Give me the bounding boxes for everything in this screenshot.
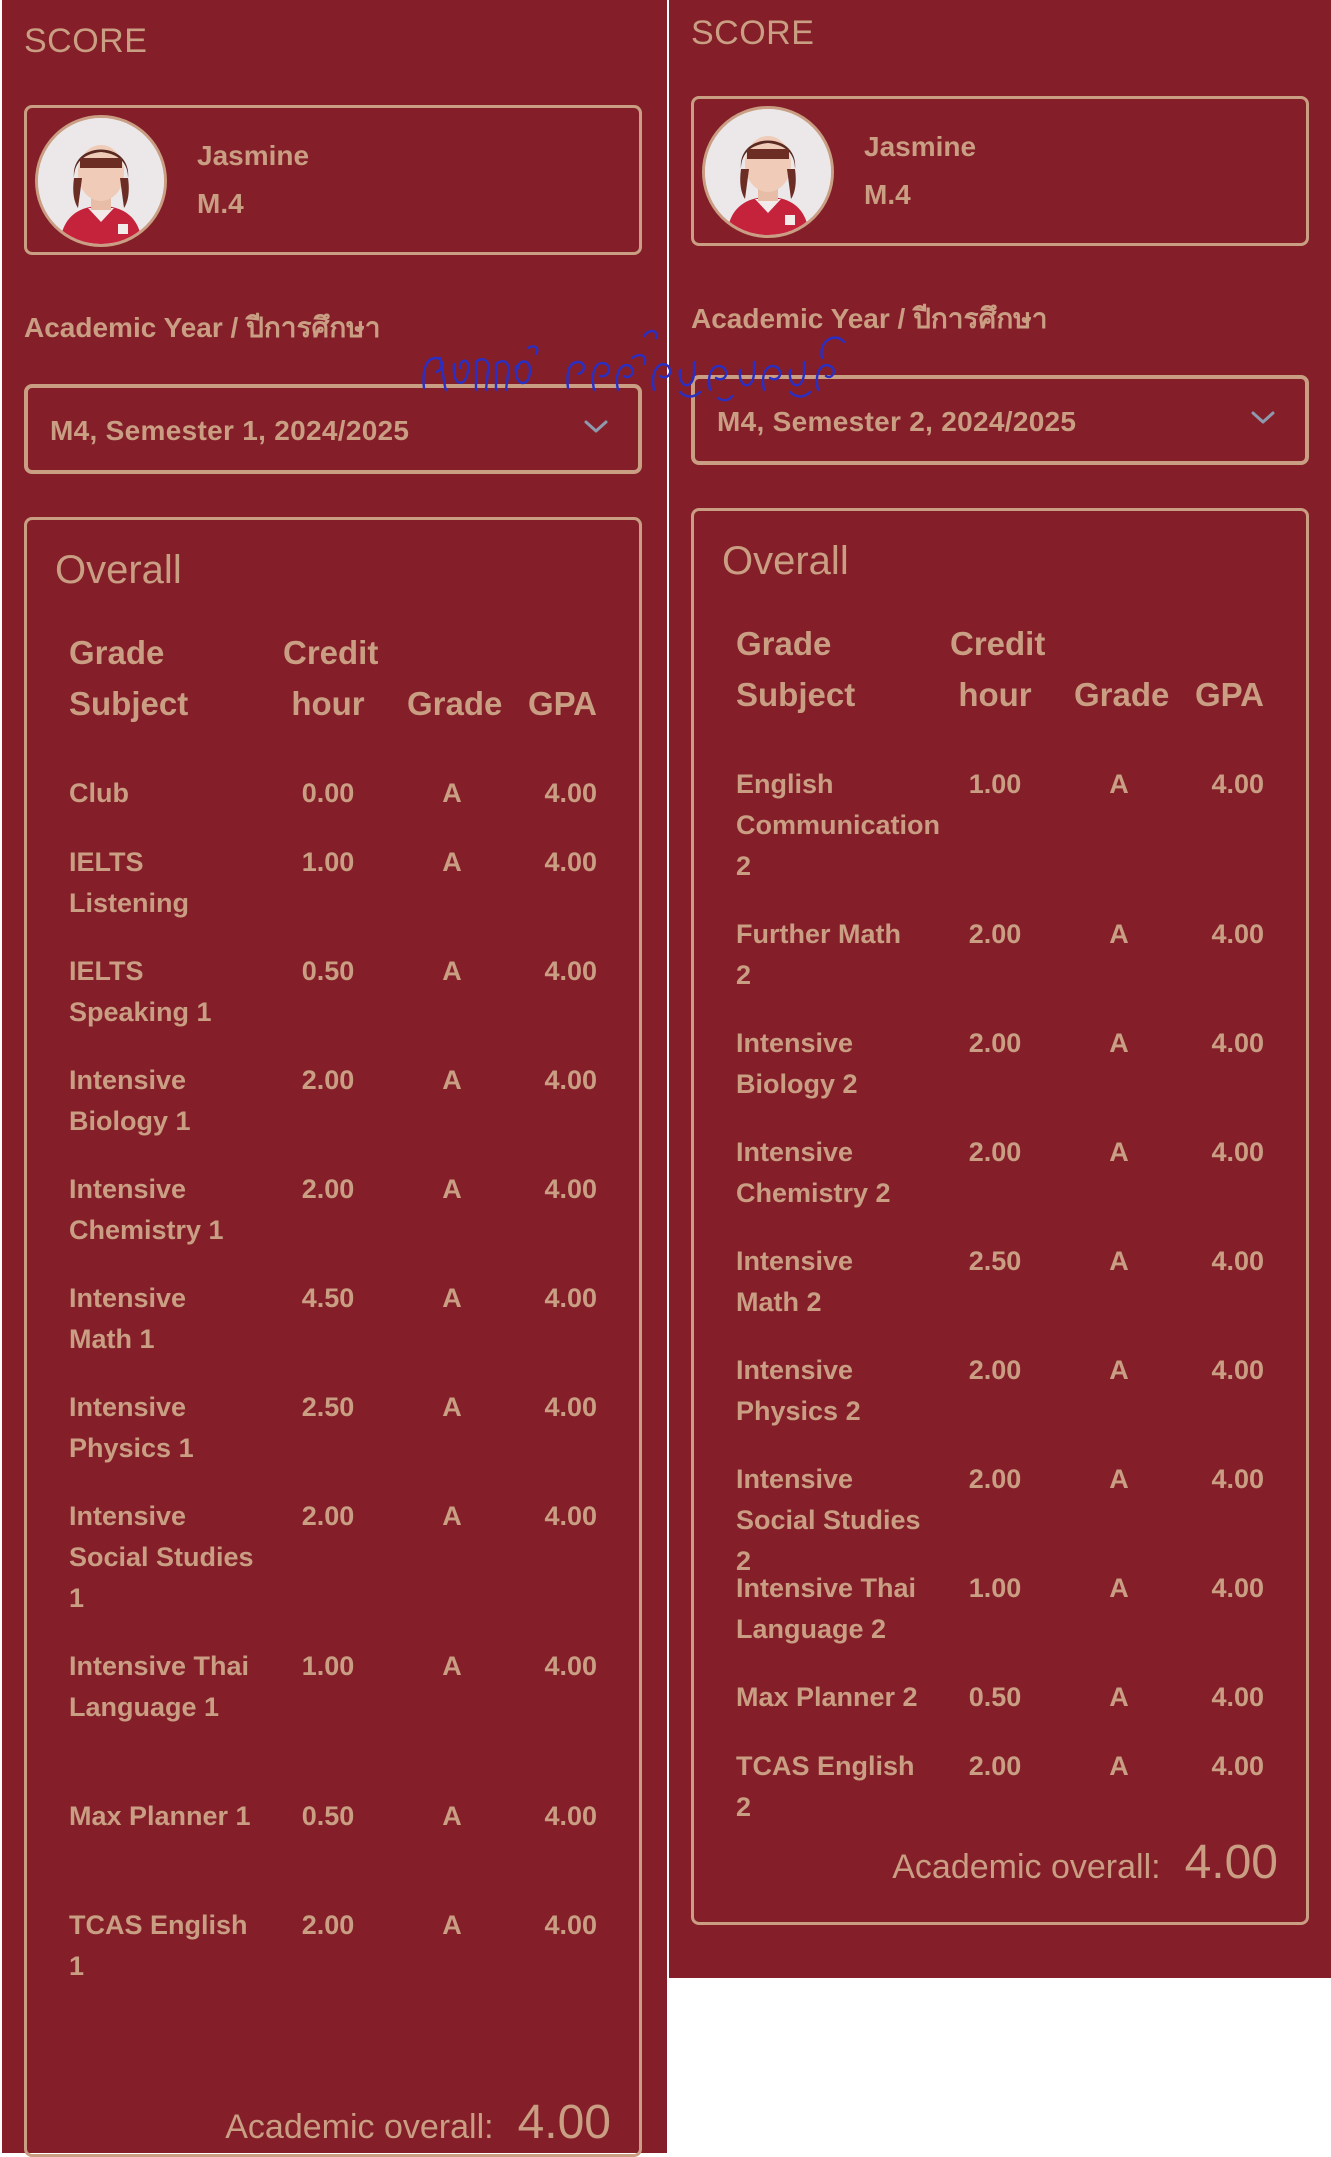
grade-cell: A [1109,1137,1129,1167]
header-credit-hour [950,618,1046,720]
student-avatar [35,115,167,247]
credit-hour-cell: 2.00 [968,1464,1022,1494]
student-avatar [702,106,834,238]
gpa-cell: 4.00 [544,1392,597,1422]
subject-cell: Intensive Biology 2 [736,1028,858,1099]
grade-cell: A [442,1501,462,1531]
credit-hour-cell: 2.00 [301,1174,355,1204]
credit-hour-cell: 2.00 [301,1910,355,1940]
subject-cell: Intensive Math 1 [69,1283,187,1354]
grade-cell: A [1109,1028,1129,1058]
gpa-cell: 4.00 [544,956,597,986]
academic-year-label: Academic Year / ปีการศึกษา [691,303,1048,334]
subject-cell: IELTS Speaking 1 [69,956,212,1027]
gpa-cell: 4.00 [544,847,597,877]
academic-overall [225,2095,611,2150]
grade-cell: A [1109,1464,1129,1494]
gpa-cell: 4.00 [1211,769,1264,799]
credit-hour-cell: 2.00 [301,1501,355,1531]
chevron-down-icon [582,412,610,440]
credit-hour-cell: 2.50 [968,1246,1022,1276]
student-grade-level: M.4 [197,188,244,219]
credit-hour-cell: 2.00 [968,919,1022,949]
credit-hour-cell: 2.00 [968,1028,1022,1058]
student-grade-level: M.4 [864,179,911,210]
credit-hour-cell: 1.00 [968,769,1022,799]
semester-select[interactable] [24,384,642,474]
subject-cell: Intensive Math 2 [736,1246,854,1317]
grade-cell: A [1109,1573,1129,1603]
header-grade: Grade [1074,676,1170,713]
page-title: SCORE [691,14,815,52]
subject-cell: Intensive Biology 1 [69,1065,191,1136]
credit-hour-cell: 4.50 [301,1283,355,1313]
score-panel-semester-1 [2,0,667,2153]
subject-cell: IELTS Listening [69,847,189,918]
grade-cell: A [1109,1682,1129,1712]
grade-cell: A [442,1392,462,1422]
credit-hour-cell: 2.00 [968,1355,1022,1385]
credit-hour-cell: 1.00 [301,847,355,877]
grade-cell: A [442,1283,462,1313]
credit-hour-cell: 0.50 [301,1801,355,1831]
header-credit-hour [283,627,379,729]
semester-select[interactable] [691,375,1309,465]
gpa-cell: 4.00 [544,1065,597,1095]
header-credit-line2: hour [958,676,1032,713]
subject-cell: Intensive Social Studies 1 [69,1501,254,1613]
grade-cell: A [442,1801,462,1831]
grade-cell: A [442,778,462,808]
gpa-cell: 4.00 [544,1501,597,1531]
grade-cell: A [442,1065,462,1095]
gpa-cell: 4.00 [1211,1751,1264,1781]
gpa-cell: 4.00 [544,1283,597,1313]
subject-cell: TCAS English 2 [736,1751,915,1822]
avatar-photo-icon [705,109,831,235]
academic-year-label: Academic Year / ปีการศึกษา [24,312,381,343]
overall-card [691,508,1309,1925]
credit-hour-cell: 0.00 [301,778,355,808]
subject-cell: Further Math 2 [736,919,901,990]
gpa-cell: 4.00 [544,1801,597,1831]
profile-card [691,96,1309,246]
grade-cell: A [1109,1355,1129,1385]
gpa-cell: 4.00 [1211,1028,1264,1058]
credit-hour-cell: 2.50 [301,1392,355,1422]
gpa-cell: 4.00 [1211,1137,1264,1167]
profile-card [24,105,642,255]
academic-overall [892,1835,1278,1890]
credit-hour-cell: 2.00 [301,1065,355,1095]
gpa-cell: 4.00 [544,1910,597,1940]
header-credit-line1: Credit [283,634,379,671]
semester-select-value: M4, Semester 1, 2024/2025 [50,415,410,446]
subject-cell: Intensive Social Studies 2 [736,1464,921,1576]
gpa-cell: 4.00 [1211,1682,1264,1712]
academic-overall-value: 4.00 [517,2096,611,2149]
grade-cell: A [442,1651,462,1681]
subject-cell: Intensive Thai Language 2 [736,1573,917,1644]
overall-title: Overall [722,539,849,583]
grade-cell: A [442,1174,462,1204]
gpa-cell: 4.00 [1211,1464,1264,1494]
subject-cell: TCAS English 1 [69,1910,248,1981]
subject-cell: Max Planner 1 [69,1801,251,1831]
header-grade-subject-line1: Grade [69,634,165,671]
gpa-cell: 4.00 [1211,1355,1264,1385]
gpa-cell: 4.00 [1211,1246,1264,1276]
gpa-cell: 4.00 [1211,1573,1264,1603]
score-panel-semester-2 [669,0,1331,1978]
academic-overall-label: Academic overall: [225,2108,494,2146]
semester-select-value: M4, Semester 2, 2024/2025 [717,406,1077,437]
subject-cell: Intensive Physics 2 [736,1355,861,1426]
header-grade-subject-line2: Subject [69,685,189,722]
subject-cell: Intensive Physics 1 [69,1392,194,1463]
header-grade-subject [736,618,855,720]
credit-hour-cell: 1.00 [968,1573,1022,1603]
subject-cell: English Communication 2 [736,769,941,881]
overall-title: Overall [55,548,182,592]
subject-cell: Club [69,778,129,808]
credit-hour-cell: 0.50 [968,1682,1022,1712]
gpa-cell: 4.00 [544,1174,597,1204]
credit-hour-cell: 0.50 [301,956,355,986]
subject-cell: Intensive Thai Language 1 [69,1651,250,1722]
grade-cell: A [1109,919,1129,949]
academic-overall-value: 4.00 [1184,1836,1278,1889]
header-grade-subject-line1: Grade [736,625,832,662]
header-grade: Grade [407,685,503,722]
overall-card [24,517,642,2157]
grade-cell: A [442,956,462,986]
academic-overall-label: Academic overall: [892,1848,1161,1886]
subject-cell: Intensive Chemistry 1 [69,1174,224,1245]
header-grade-subject-line2: Subject [736,676,856,713]
gpa-cell: 4.00 [1211,919,1264,949]
page-title: SCORE [24,22,148,60]
grade-cell: A [442,1910,462,1940]
credit-hour-cell: 2.00 [968,1751,1022,1781]
grade-cell: A [1109,1246,1129,1276]
student-name: Jasmine [864,131,977,162]
credit-hour-cell: 2.00 [968,1137,1022,1167]
chevron-down-icon [1249,403,1277,431]
grade-cell: A [1109,1751,1129,1781]
subject-cell: Intensive Chemistry 2 [736,1137,891,1208]
header-gpa: GPA [527,685,597,722]
header-grade-subject [69,627,188,729]
grade-cell: A [1109,769,1129,799]
avatar-photo-icon [38,118,164,244]
subject-cell: Max Planner 2 [736,1682,918,1712]
gpa-cell: 4.00 [544,778,597,808]
grade-cell: A [442,847,462,877]
header-credit-line2: hour [291,685,365,722]
header-gpa: GPA [1194,676,1264,713]
gpa-cell: 4.00 [544,1651,597,1681]
student-name: Jasmine [197,140,310,171]
header-credit-line1: Credit [950,625,1046,662]
credit-hour-cell: 1.00 [301,1651,355,1681]
